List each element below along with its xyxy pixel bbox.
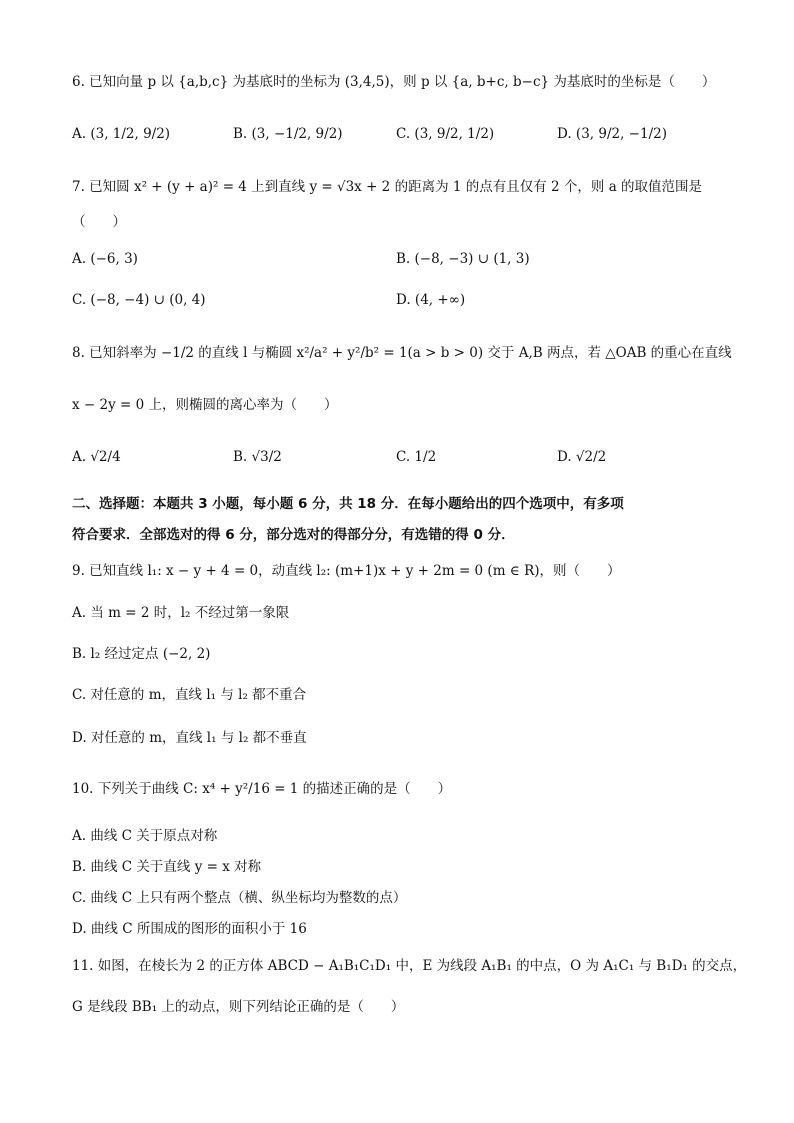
q10-option-a: A. 曲线 C 关于原点对称	[72, 828, 218, 844]
q7-option-d: D. (4, +∞)	[396, 292, 466, 308]
q10-option-d: D. 曲线 C 所围成的图形的面积小于 16	[72, 921, 307, 937]
section2-heading-line2: 符合要求．全部选对的得 6 分，部分选对的得部分分，有选错的得 0 分．	[72, 527, 515, 543]
q7-option-b: B. (−8, −3) ∪ (1, 3)	[396, 251, 530, 267]
q9-stem: 9. 已知直线 l₁: x − y + 4 = 0，动直线 l₂: (m+1)x + y + 2m = 0 (m ∈ R)，则（ ）	[72, 563, 621, 579]
q6-stem: 6. 已知向量 p 以 {a,b,c} 为基底时的坐标为 (3,4,5)，则 p 以 {a, b+c, b−c} 为基底时的坐标是（ ）	[72, 74, 716, 90]
q9-option-c: C. 对任意的 m，直线 l₁ 与 l₂ 都不重合	[72, 687, 307, 703]
q7-option-a: A. (−6, 3)	[72, 251, 138, 267]
q7-option-c: C. (−8, −4) ∪ (0, 4)	[72, 292, 206, 308]
q10-option-b: B. 曲线 C 关于直线 y = x 对称	[72, 859, 262, 875]
q8-option-a: A. √2/4	[72, 449, 121, 465]
q8-stem-line2: x − 2y = 0 上，则椭圆的离心率为（ ）	[72, 397, 338, 413]
q11-stem-line1: 11. 如图，在棱长为 2 的正方体 ABCD − A₁B₁C₁D₁ 中，E 为线段 A₁B₁ 的中点，O 为 A₁C₁ 与 B₁D₁ 的交点，	[72, 958, 747, 974]
q8-option-c: C. 1/2	[396, 449, 437, 465]
q6-option-c: C. (3, 9/2, 1/2)	[396, 126, 495, 142]
q9-option-a: A. 当 m = 2 时，l₂ 不经过第一象限	[72, 605, 290, 621]
q7-stem: 7. 已知圆 x² + (y + a)² = 4 上到直线 y = √3x + 2 的距离为 1 的点有且仅有 2 个，则 a 的取值范围是	[72, 179, 703, 195]
q6-option-d: D. (3, 9/2, −1/2)	[557, 126, 667, 142]
q6-option-b: B. (3, −1/2, 9/2)	[233, 126, 343, 142]
section2-heading-line1: 二、选择题：本题共 3 小题，每小题 6 分，共 18 分．在每小题给出的四个选项中，有多项	[72, 496, 624, 512]
q8-stem-line1: 8. 已知斜率为 −1/2 的直线 l 与椭圆 x²/a² + y²/b² = 1(a > b > 0) 交于 A,B 两点，若 △OAB 的重心在直线	[72, 345, 732, 361]
q11-stem-line2: G 是线段 BB₁ 上的动点，则下列结论正确的是（ ）	[72, 999, 405, 1015]
q7-blank: （ ）	[72, 214, 126, 230]
q6-option-a: A. (3, 1/2, 9/2)	[72, 126, 171, 142]
q10-stem: 10. 下列关于曲线 C: x⁴ + y²/16 = 1 的描述正确的是（ ）	[72, 781, 452, 797]
q9-option-b: B. l₂ 经过定点 (−2, 2)	[72, 646, 211, 662]
q8-option-d: D. √2/2	[557, 449, 607, 465]
q10-option-c: C. 曲线 C 上只有两个整点（横、纵坐标均为整数的点）	[72, 890, 407, 906]
q8-option-b: B. √3/2	[233, 449, 282, 465]
q9-option-d: D. 对任意的 m，直线 l₁ 与 l₂ 都不垂直	[72, 730, 307, 746]
